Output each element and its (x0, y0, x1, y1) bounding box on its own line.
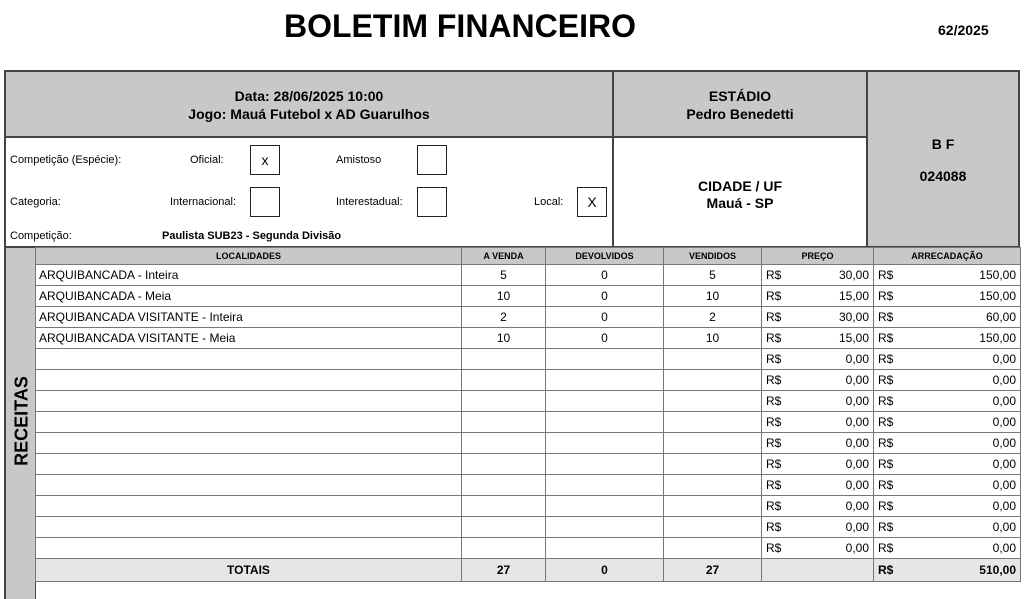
row-vendidos (664, 433, 762, 454)
amistoso-label: Amistoso (336, 154, 382, 166)
row-devolvidos (546, 412, 664, 433)
currency-symbol: R$ (766, 373, 782, 387)
currency-symbol: R$ (878, 310, 894, 324)
row-preco-value: 0,00 (845, 499, 869, 513)
currency-symbol: R$ (766, 436, 782, 450)
row-a-venda (462, 412, 546, 433)
bf-box (866, 70, 1020, 248)
row-a-venda: 5 (462, 265, 546, 286)
currency-symbol: R$ (766, 352, 782, 366)
row-arrecadacao (874, 454, 1021, 475)
total-preco (762, 559, 874, 582)
row-localidade (36, 496, 462, 517)
row-arrecadacao-value: 150,00 (979, 289, 1016, 303)
row-a-venda (462, 517, 546, 538)
table-row (36, 475, 1021, 496)
category-label: Categoria: (10, 196, 61, 208)
competition-box (4, 136, 614, 248)
amistoso-checkbox[interactable] (417, 145, 447, 175)
city-label: CIDADE / UF (698, 178, 782, 194)
row-vendidos (664, 475, 762, 496)
currency-symbol: R$ (766, 520, 782, 534)
row-arrecadacao (874, 433, 1021, 454)
row-localidade (36, 391, 462, 412)
row-a-venda (462, 349, 546, 370)
row-vendidos (664, 496, 762, 517)
currency-symbol: R$ (878, 457, 894, 471)
row-vendidos (664, 538, 762, 559)
row-preco (762, 349, 874, 370)
bf-label: B F (931, 136, 955, 152)
table-row (36, 538, 1021, 559)
row-devolvidos (546, 349, 664, 370)
row-localidade (36, 412, 462, 433)
col-arrecadacao: ARRECADAÇÃO (874, 248, 1021, 265)
currency-symbol: R$ (878, 289, 894, 303)
row-devolvidos (546, 454, 664, 475)
table-row (36, 517, 1021, 538)
row-arrecadacao (874, 538, 1021, 559)
row-vendidos: 10 (664, 286, 762, 307)
col-vendidos: VENDIDOS (664, 248, 762, 265)
currency-symbol: R$ (766, 541, 782, 555)
table-row (36, 454, 1021, 475)
row-preco-value: 0,00 (845, 373, 869, 387)
row-localidade (36, 517, 462, 538)
row-preco (762, 265, 874, 286)
row-preco (762, 412, 874, 433)
row-localidade (36, 433, 462, 454)
table-row (36, 370, 1021, 391)
currency-symbol: R$ (766, 331, 782, 345)
local-label: Local: (534, 196, 564, 208)
row-a-venda (462, 496, 546, 517)
row-localidade: ARQUIBANCADA VISITANTE - Meia (36, 328, 462, 349)
page-title: BOLETIM FINANCEIRO (284, 8, 636, 44)
row-preco-value: 30,00 (838, 310, 869, 324)
table-header-row (36, 248, 1021, 265)
row-devolvidos: 0 (546, 265, 664, 286)
stadium-box (612, 70, 868, 138)
row-arrecadacao-value: 0,00 (992, 352, 1016, 366)
row-arrecadacao-value: 150,00 (979, 331, 1016, 345)
internacional-label: Internacional: (170, 196, 237, 208)
row-preco-value: 0,00 (845, 415, 869, 429)
total-venda: 27 (462, 559, 546, 582)
row-localidade: ARQUIBANCADA VISITANTE - Inteira (36, 307, 462, 328)
row-arrecadacao (874, 370, 1021, 391)
currency-symbol: R$ (878, 563, 894, 577)
row-preco-value: 0,00 (845, 541, 869, 555)
local-checkbox[interactable]: X (577, 187, 607, 217)
row-preco (762, 517, 874, 538)
row-preco (762, 307, 874, 328)
table-row (36, 328, 1021, 349)
row-preco-value: 15,00 (838, 289, 869, 303)
row-localidade (36, 370, 462, 391)
currency-symbol: R$ (878, 394, 894, 408)
row-arrecadacao (874, 286, 1021, 307)
row-arrecadacao-value: 0,00 (992, 436, 1016, 450)
row-devolvidos (546, 370, 664, 391)
col-devolvidos: DEVOLVIDOS (546, 248, 664, 265)
row-localidade (36, 538, 462, 559)
row-devolvidos: 0 (546, 328, 664, 349)
row-arrecadacao (874, 328, 1021, 349)
row-localidade (36, 349, 462, 370)
row-preco (762, 496, 874, 517)
internacional-checkbox[interactable] (250, 187, 280, 217)
row-vendidos (664, 517, 762, 538)
row-arrecadacao (874, 307, 1021, 328)
row-devolvidos: 0 (546, 286, 664, 307)
table-row (36, 307, 1021, 328)
row-arrecadacao (874, 496, 1021, 517)
table-row (36, 349, 1021, 370)
row-preco-value: 0,00 (845, 352, 869, 366)
col-localidades: LOCALIDADES (36, 248, 462, 265)
row-devolvidos (546, 517, 664, 538)
row-preco-value: 0,00 (845, 394, 869, 408)
interestadual-label: Interestadual: (336, 196, 403, 208)
row-vendidos (664, 454, 762, 475)
row-preco-value: 0,00 (845, 457, 869, 471)
row-devolvidos (546, 496, 664, 517)
row-preco (762, 328, 874, 349)
table-row (36, 265, 1021, 286)
row-vendidos: 2 (664, 307, 762, 328)
row-localidade (36, 475, 462, 496)
row-arrecadacao (874, 265, 1021, 286)
row-preco (762, 391, 874, 412)
row-arrecadacao-value: 0,00 (992, 415, 1016, 429)
row-arrecadacao-value: 0,00 (992, 499, 1016, 513)
row-vendidos (664, 349, 762, 370)
currency-symbol: R$ (878, 541, 894, 555)
row-preco (762, 454, 874, 475)
city-value: Mauá - SP (706, 195, 774, 211)
row-a-venda: 10 (462, 328, 546, 349)
row-preco-value: 15,00 (838, 331, 869, 345)
currency-symbol: R$ (878, 478, 894, 492)
receitas-label: RECEITAS (11, 376, 32, 466)
currency-symbol: R$ (766, 289, 782, 303)
row-arrecadacao-value: 0,00 (992, 373, 1016, 387)
row-localidade: ARQUIBANCADA - Meia (36, 286, 462, 307)
row-vendidos (664, 391, 762, 412)
bf-number: 024088 (919, 168, 967, 184)
row-arrecadacao-value: 150,00 (979, 268, 1016, 282)
totals-row (36, 559, 1021, 582)
col-preco: PREÇO (762, 248, 874, 265)
interestadual-checkbox[interactable] (417, 187, 447, 217)
currency-symbol: R$ (878, 520, 894, 534)
row-arrecadacao-value: 0,00 (992, 457, 1016, 471)
game-date: Data: 28/06/2025 10:00 (234, 88, 384, 104)
row-arrecadacao-value: 0,00 (992, 394, 1016, 408)
row-vendidos: 5 (664, 265, 762, 286)
currency-symbol: R$ (766, 478, 782, 492)
currency-symbol: R$ (766, 457, 782, 471)
row-a-venda (462, 475, 546, 496)
stadium-label: ESTÁDIO (708, 88, 772, 104)
table-row (36, 433, 1021, 454)
receitas-sidebar (4, 246, 36, 599)
currency-symbol: R$ (878, 373, 894, 387)
table-row (36, 412, 1021, 433)
currency-symbol: R$ (878, 415, 894, 429)
row-devolvidos (546, 433, 664, 454)
competition-type-label: Competição (Espécie): (10, 154, 122, 166)
row-preco (762, 475, 874, 496)
total-arrecadacao-value: 510,00 (979, 563, 1016, 577)
row-preco-value: 0,00 (845, 478, 869, 492)
row-arrecadacao-value: 0,00 (992, 541, 1016, 555)
row-arrecadacao-value: 60,00 (985, 310, 1016, 324)
row-localidade (36, 454, 462, 475)
row-preco (762, 286, 874, 307)
row-a-venda (462, 433, 546, 454)
row-preco (762, 433, 874, 454)
row-arrecadacao (874, 517, 1021, 538)
row-arrecadacao (874, 349, 1021, 370)
row-a-venda (462, 370, 546, 391)
total-arrecadacao (874, 559, 1021, 582)
currency-symbol: R$ (878, 331, 894, 345)
row-arrecadacao-value: 0,00 (992, 520, 1016, 534)
currency-symbol: R$ (766, 310, 782, 324)
row-arrecadacao-value: 0,00 (992, 478, 1016, 492)
currency-symbol: R$ (766, 499, 782, 513)
stadium-name: Pedro Benedetti (686, 106, 794, 122)
table-row (36, 496, 1021, 517)
total-devolvidos: 0 (546, 559, 664, 582)
row-devolvidos (546, 475, 664, 496)
totals-label: TOTAIS (36, 559, 462, 582)
currency-symbol: R$ (878, 436, 894, 450)
row-devolvidos: 0 (546, 307, 664, 328)
row-a-venda (462, 391, 546, 412)
game-teams: Jogo: Mauá Futebol x AD Guarulhos (188, 106, 430, 122)
oficial-checkbox[interactable]: x (250, 145, 280, 175)
row-preco-value: 0,00 (845, 436, 869, 450)
table-row (36, 391, 1021, 412)
game-info-box (4, 70, 614, 138)
row-preco (762, 370, 874, 391)
row-arrecadacao (874, 475, 1021, 496)
table-row (36, 286, 1021, 307)
row-a-venda (462, 538, 546, 559)
document-number: 62/2025 (938, 22, 989, 38)
currency-symbol: R$ (766, 268, 782, 282)
revenue-table (35, 247, 1021, 582)
currency-symbol: R$ (766, 415, 782, 429)
row-arrecadacao (874, 412, 1021, 433)
row-arrecadacao (874, 391, 1021, 412)
row-a-venda: 10 (462, 286, 546, 307)
currency-symbol: R$ (878, 268, 894, 282)
row-preco-value: 30,00 (838, 268, 869, 282)
row-devolvidos (546, 538, 664, 559)
row-a-venda: 2 (462, 307, 546, 328)
row-devolvidos (546, 391, 664, 412)
row-localidade: ARQUIBANCADA - Inteira (36, 265, 462, 286)
row-a-venda (462, 454, 546, 475)
currency-symbol: R$ (766, 394, 782, 408)
city-box (612, 136, 868, 248)
row-vendidos (664, 412, 762, 433)
competition-label: Competição: (10, 230, 72, 242)
col-a-venda: A VENDA (462, 248, 546, 265)
currency-symbol: R$ (878, 499, 894, 513)
row-vendidos: 10 (664, 328, 762, 349)
currency-symbol: R$ (878, 352, 894, 366)
row-preco-value: 0,00 (845, 520, 869, 534)
total-vendidos: 27 (664, 559, 762, 582)
competition-value: Paulista SUB23 - Segunda Divisão (162, 230, 342, 242)
row-preco (762, 538, 874, 559)
row-vendidos (664, 370, 762, 391)
oficial-label: Oficial: (190, 154, 224, 166)
